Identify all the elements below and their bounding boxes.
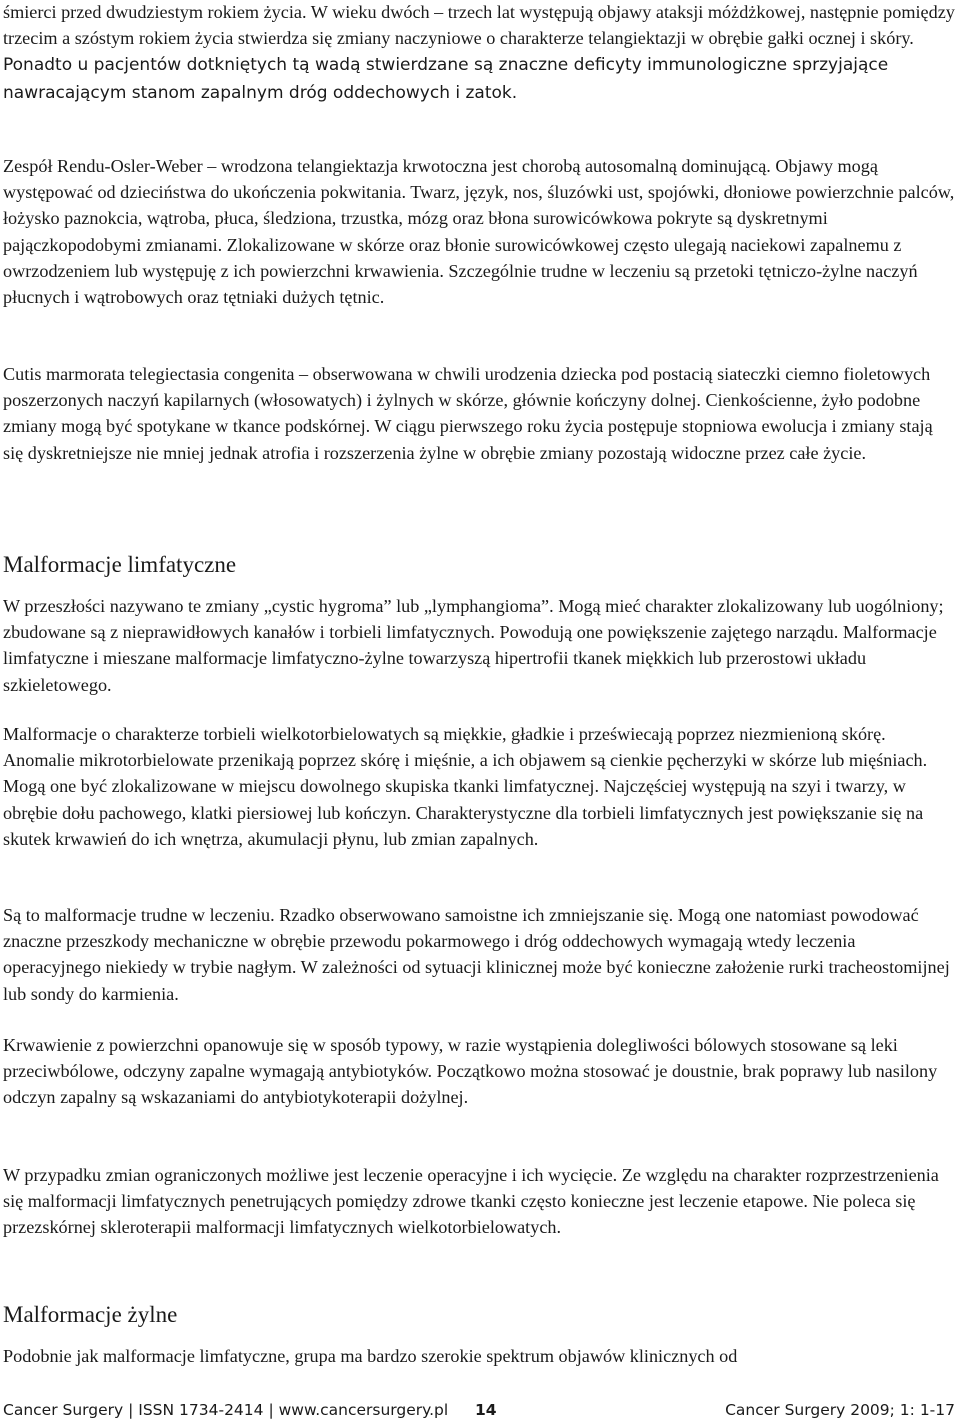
paragraph-limfatyczne-3: Są to malformacje trudne w leczeniu. Rzadko obserwowano samoistne ich zmniejszanie się. Mogą one natomiast powodować znaczne przeszkody mechaniczne w obrębie przewodu pokarmowego i dróg oddechowych wymagają wtedy leczenia operacyjnego niekiedy w trybie nagłym. W zależności od sytuacji klinicznej może być konieczne założenie rurki tracheostomijnej lub sondy do karmienia. [3,905,950,1004]
paragraph-limfatyczne-1: W przeszłości nazywano te zmiany „cystic hygroma” lub „lymphangioma”. Mogą mieć charakter zlokalizowany lub uogólniony; zbudowane są z nieprawidłowych kanałów i torbieli limfatycznych. Powodują one powiększenie zajętego narządu. Malformacje limfatyczne i mieszane malformacje limfatyczno-żylne towarzyszą hipertrofii tkanek miękkich lub przerostowi układu szkieletowego. [3,596,944,695]
paragraph-limfatyczne-4: Krwawienie z powierzchni opanowuje się w sposób typowy, w razie wystąpienia dolegliwości bólowych stosowane są leki przeciwbólowe, odczyny zapalne wymagają antybiotyków. Początkowo można stosować je doustnie, brak poprawy lub nasilony odczyn zapalny są wskazaniami do antybiotykoterapii dożylnej. [3,1035,938,1108]
heading-malformacje-zylne: Malformacje żylne [3,1302,178,1327]
footer-journal-info: Cancer Surgery | ISSN 1734-2414 | www.cancersurgery.pl [3,1401,449,1419]
paragraph-limfatyczne-5: W przypadku zmian ograniczonych możliwe jest leczenie operacyjne i ich wycięcie. Ze względu na charakter rozprzestrzenienia się malformacji limfatycznych penetrujących pomiędzy zdrowe tkanki często konieczne jest leczenie etapowe. Nie poleca się przezskórnej skleroterapii malformacji limfatycznych wielkotorbielowatych. [3,1165,939,1238]
heading-malformacje-limfatyczne: Malformacje limfatyczne [3,552,237,577]
paragraph-ataxia-immunology-text: Ponadto u pacjentów dotkniętych tą wadą stwierdzane są znaczne deficyty immunologiczne sprzyjające nawracającym stanom zapalnym dróg oddechowych i zatok. [3,55,889,103]
paragraph-rendu-osler-weber: Zespół Rendu-Osler-Weber – wrodzona telangiektazja krwotoczna jest chorobą autosomalną dominującą. Objawy mogą występować od dzieciństwa do ukończenia pokwitania. Twarz, język, nos, śluzówki ust, spojówki, dłoniowe powierzchnie palców, łożysko paznokcia, wątroba, płuca, śledziona, trzustka, mózg oraz błona surowicówkowa pokryte są dyskretnymi pajączkopodobymi zmianami. Zlokalizowane w skórze oraz błonie surowicówkowej często ulegają naciekowi zapalnemu z owrzodzeniem lub występuję z ich powierzchni krwawienia. Szczególnie trudne w leczeniu są przetoki tętniczo-żylne naczyń płucnych i wątrobowych oraz tętniaki dużych tętnic. [3,156,955,308]
paragraph-ataxia [3,0,957,106]
paragraph-zylne-1: Podobnie jak malformacje limfatyczne, grupa ma bardzo szerokie spektrum objawów klinicznych od [3,1346,738,1366]
footer-citation: Cancer Surgery 2009; 1: 1-17 [725,1401,955,1419]
paragraph-limfatyczne-2: Malformacje o charakterze torbieli wielkotorbielowatych są miękkie, gładkie i przeświecają poprzez niezmienioną skórę. Anomalie mikrotorbielowate przenikają poprzez skórę i mięśnie, a ich objawem są cienkie pęcherzyki w skórze lub mięśniach. Mogą one być zlokalizowane w miejscu dowolnego skupiska tkanki limfatycznej. Najczęściej występują na szyi i twarzy, w obrębie dołu pachowego, klatki piersiowej lub kończyn. Charakterystyczne dla torbieli limfatycznych jest powiększanie się na skutek krwawień do ich wnętrza, akumulacji płynu, lub zmian zapalnych. [3,724,928,849]
paragraph-ataxia-text: śmierci przed dwudziestym rokiem życia. W wieku dwóch – trzech lat występują objawy ataksji móżdżkowej, następnie pomiędzy trzecim a szóstym rokiem życia stwierdza się zmiany naczyniowe o charakterze telangiektazji w obrębie gałki ocznej i skóry. [3,2,955,49]
page-footer [3,1398,955,1422]
footer-page-number: 14 [475,1401,497,1419]
paragraph-cutis-marmorata: Cutis marmorata telegiectasia congenita – obserwowana w chwili urodzenia dziecka pod postacią siateczki ciemno fioletowych poszerzonych naczyń kapilarnych (włosowatych) i żylnych w skórze, głównie kończyny dolnej. Cienkościenne, żyło podobne zmiany mogą być spotykane w tkance podskórnej. W ciągu pierwszego roku życia postępuje stopniowa ewolucja i zmiany stają się dyskretniejsze nie mniej jednak atrofia i rozszerzenia żylne w obrębie zmiany pozostają widoczne przez całe życie. [3,364,933,463]
